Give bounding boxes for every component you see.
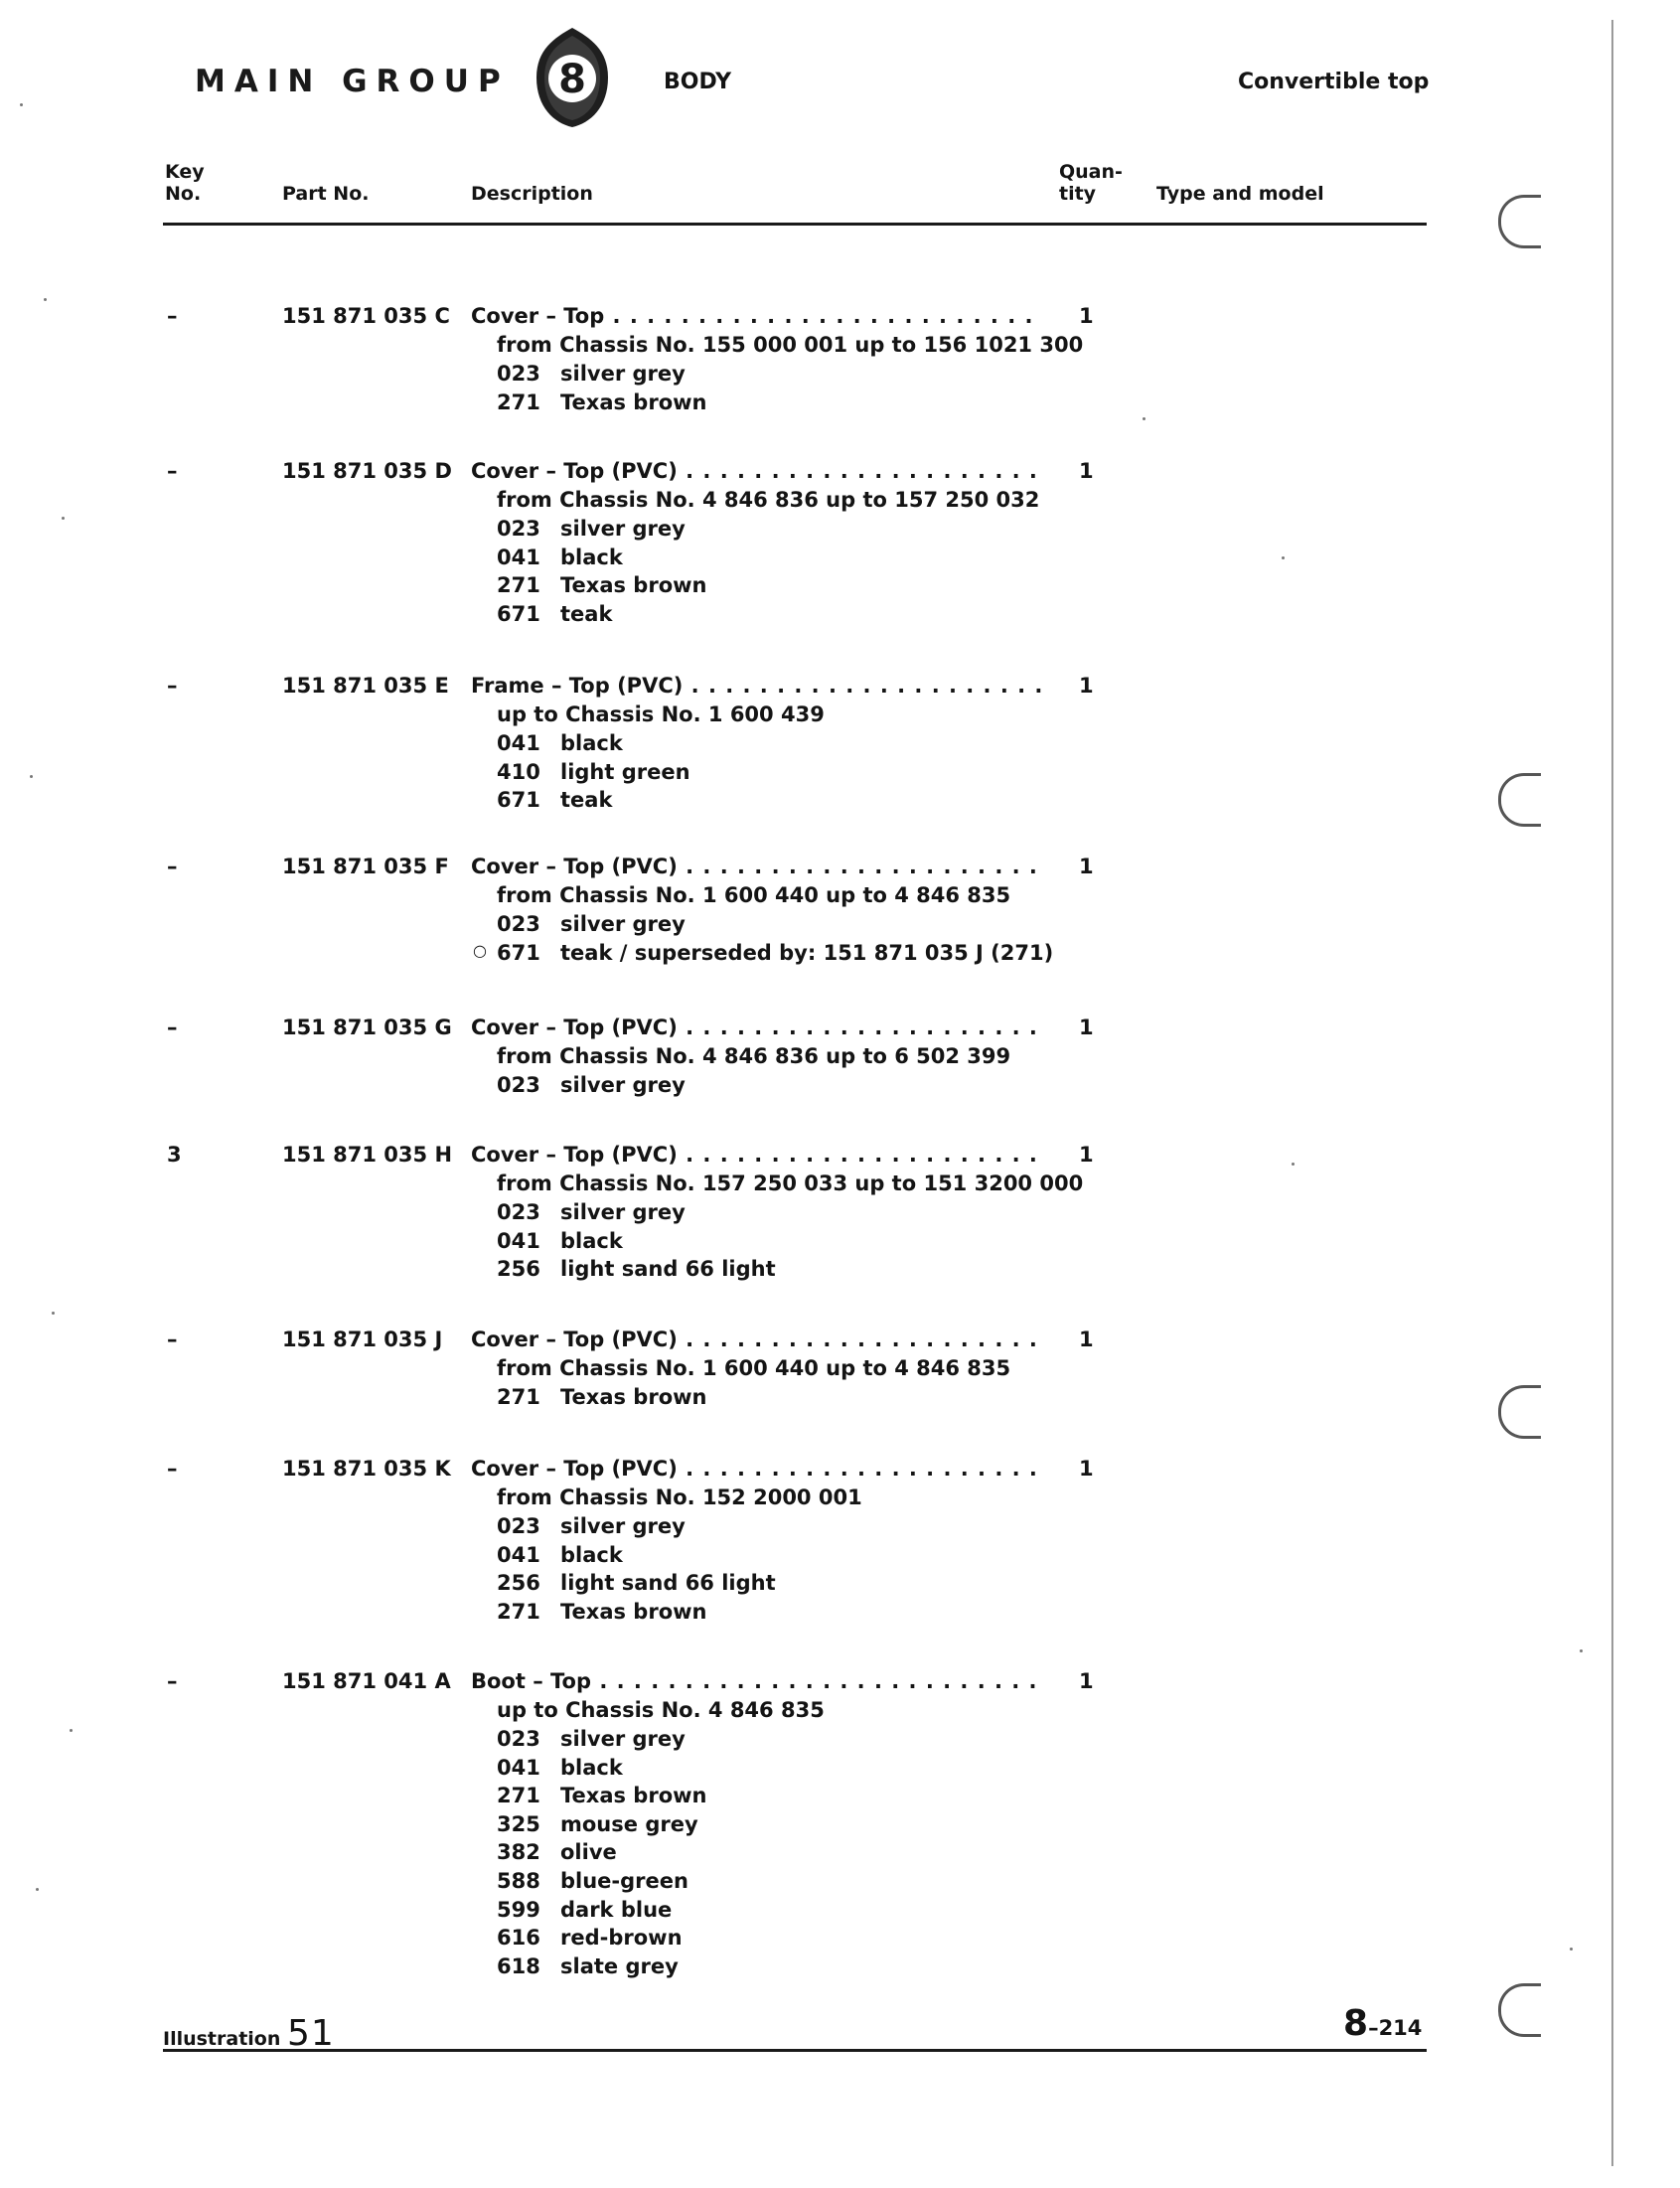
color-code: 023 xyxy=(497,912,540,936)
color-code: 671 xyxy=(497,601,540,626)
color-name: silver grey xyxy=(560,1073,686,1097)
part-description: Cover – Top . . . xyxy=(471,304,1041,328)
color-name: silver grey xyxy=(560,1200,686,1224)
subject-title: Convertible top xyxy=(1238,70,1430,94)
column-header-type-model: Type and model xyxy=(1156,183,1324,205)
color-name: slate grey xyxy=(560,1954,679,1978)
color-name: Texas brown xyxy=(560,1385,707,1409)
part-number: 151 871 035 F xyxy=(282,855,449,878)
part-quantity: 1 xyxy=(1079,304,1094,328)
key-number: – xyxy=(167,1328,178,1351)
color-code: 023 xyxy=(497,1514,540,1538)
color-name: black xyxy=(560,1542,623,1567)
part-quantity: 1 xyxy=(1079,1328,1094,1351)
color-name: silver grey xyxy=(560,1727,686,1751)
color-name: light green xyxy=(560,759,690,784)
part-quantity: 1 xyxy=(1079,1457,1094,1481)
key-number: – xyxy=(167,674,178,698)
part-quantity: 1 xyxy=(1079,459,1094,483)
chassis-range: from Chassis No. 1 600 440 up to 4 846 835 xyxy=(497,1356,1011,1380)
key-number: – xyxy=(167,1016,178,1039)
part-quantity: 1 xyxy=(1079,674,1094,698)
color-name: dark blue xyxy=(560,1897,673,1922)
color-name: light sand 66 light xyxy=(560,1257,776,1282)
color-name: black xyxy=(560,1755,623,1780)
color-code: 271 xyxy=(497,1385,540,1409)
color-code: 271 xyxy=(497,1784,540,1808)
color-name: red-brown xyxy=(560,1926,683,1951)
column-header-part-no: Part No. xyxy=(282,183,370,205)
part-number: 151 871 035 E xyxy=(282,674,449,698)
color-name: black xyxy=(560,731,623,755)
part-description: Cover – Top (PVC) . . . xyxy=(471,1143,1041,1167)
color-code: 671 xyxy=(497,788,540,813)
key-number: – xyxy=(167,855,178,878)
part-quantity: 1 xyxy=(1079,855,1094,878)
chassis-range: from Chassis No. 157 250 033 up to 151 3200 000 xyxy=(497,1172,1084,1195)
color-name: teak / superseded by: 151 871 035 J (271) xyxy=(560,940,1054,965)
color-code: 588 xyxy=(497,1868,540,1893)
color-code: 023 xyxy=(497,517,540,541)
column-header-description: Description xyxy=(471,183,593,205)
color-code: 410 xyxy=(497,759,540,784)
color-name: Texas brown xyxy=(560,1599,707,1624)
illustration-label: Illustration xyxy=(163,2028,281,2050)
color-code: 041 xyxy=(497,731,540,755)
color-code: 256 xyxy=(497,1571,540,1596)
part-number: 151 871 035 D xyxy=(282,459,452,483)
key-number: – xyxy=(167,304,178,328)
key-number: – xyxy=(167,459,178,483)
color-name: silver grey xyxy=(560,1514,686,1538)
color-name: black xyxy=(560,1228,623,1253)
part-description: Cover – Top (PVC) . . . xyxy=(471,1016,1041,1039)
chassis-range: up to Chassis No. 4 846 835 xyxy=(497,1698,825,1722)
color-code: 023 xyxy=(497,1727,540,1751)
color-name: silver grey xyxy=(560,912,686,936)
color-name: light sand 66 light xyxy=(560,1571,776,1596)
column-header-key-no: Key No. xyxy=(165,161,205,205)
part-number: 151 871 041 A xyxy=(282,1669,451,1693)
chassis-range: from Chassis No. 1 600 440 up to 4 846 835 xyxy=(497,883,1011,907)
chassis-range: from Chassis No. 152 2000 001 xyxy=(497,1485,862,1509)
color-name: silver grey xyxy=(560,362,686,386)
color-name: black xyxy=(560,545,623,569)
color-name: mouse grey xyxy=(560,1811,698,1836)
part-description: Cover – Top (PVC) . . . xyxy=(471,855,1041,878)
part-quantity: 1 xyxy=(1079,1143,1094,1167)
chassis-range: from Chassis No. 4 846 836 up to 6 502 399 xyxy=(497,1044,1011,1068)
part-number: 151 871 035 J xyxy=(282,1328,443,1351)
part-description: Cover – Top (PVC) . . . xyxy=(471,1457,1041,1481)
part-quantity: 1 xyxy=(1079,1669,1094,1693)
color-code: 325 xyxy=(497,1811,540,1836)
color-code: 382 xyxy=(497,1840,540,1865)
chassis-range: from Chassis No. 155 000 001 up to 156 1021 300 xyxy=(497,333,1084,357)
group-number: 8 xyxy=(558,57,586,102)
key-number: 3 xyxy=(167,1143,182,1167)
part-number: 151 871 035 H xyxy=(282,1143,453,1167)
color-code: 041 xyxy=(497,1542,540,1567)
color-code: 271 xyxy=(497,1599,540,1624)
color-code: 023 xyxy=(497,1200,540,1224)
part-number: 151 871 035 C xyxy=(282,304,450,328)
color-name: Texas brown xyxy=(560,573,707,598)
part-description: Cover – Top (PVC) . . . xyxy=(471,1328,1041,1351)
illustration-number: 51 xyxy=(287,2013,335,2054)
page-number-sub: –214 xyxy=(1368,2016,1423,2040)
part-number: 151 871 035 G xyxy=(282,1016,452,1039)
color-name: teak xyxy=(560,788,613,813)
color-code: 023 xyxy=(497,1073,540,1097)
part-number: 151 871 035 K xyxy=(282,1457,451,1481)
chassis-range: from Chassis No. 4 846 836 up to 157 250 032 xyxy=(497,488,1040,512)
key-number: – xyxy=(167,1669,178,1693)
key-number: – xyxy=(167,1457,178,1481)
color-code: 041 xyxy=(497,1755,540,1780)
column-header-quantity: Quan- tity xyxy=(1059,161,1123,205)
part-description: Boot – Top . . . xyxy=(471,1669,1041,1693)
part-description: Cover – Top (PVC) . . . xyxy=(471,459,1041,483)
color-name: blue-green xyxy=(560,1868,688,1893)
color-code: 671 xyxy=(497,940,540,965)
part-description: Frame – Top (PVC) . . . xyxy=(471,674,1041,698)
color-name: Texas brown xyxy=(560,1784,707,1808)
chassis-range: up to Chassis No. 1 600 439 xyxy=(497,703,825,726)
color-name: teak xyxy=(560,601,613,626)
color-code: 041 xyxy=(497,1228,540,1253)
part-quantity: 1 xyxy=(1079,1016,1094,1039)
color-name: silver grey xyxy=(560,517,686,541)
color-name: Texas brown xyxy=(560,390,707,414)
main-group-title: MAIN GROUP xyxy=(195,64,510,99)
section-title: BODY xyxy=(664,70,732,94)
supersession-marker: ○ xyxy=(473,940,487,960)
color-name: olive xyxy=(560,1840,617,1865)
color-code: 271 xyxy=(497,390,540,414)
color-code: 041 xyxy=(497,545,540,569)
color-code: 256 xyxy=(497,1257,540,1282)
color-code: 023 xyxy=(497,362,540,386)
color-code: 616 xyxy=(497,1926,540,1951)
page-number-main: 8 xyxy=(1343,2003,1369,2044)
color-code: 618 xyxy=(497,1954,540,1978)
color-code: 271 xyxy=(497,573,540,598)
color-code: 599 xyxy=(497,1897,540,1922)
